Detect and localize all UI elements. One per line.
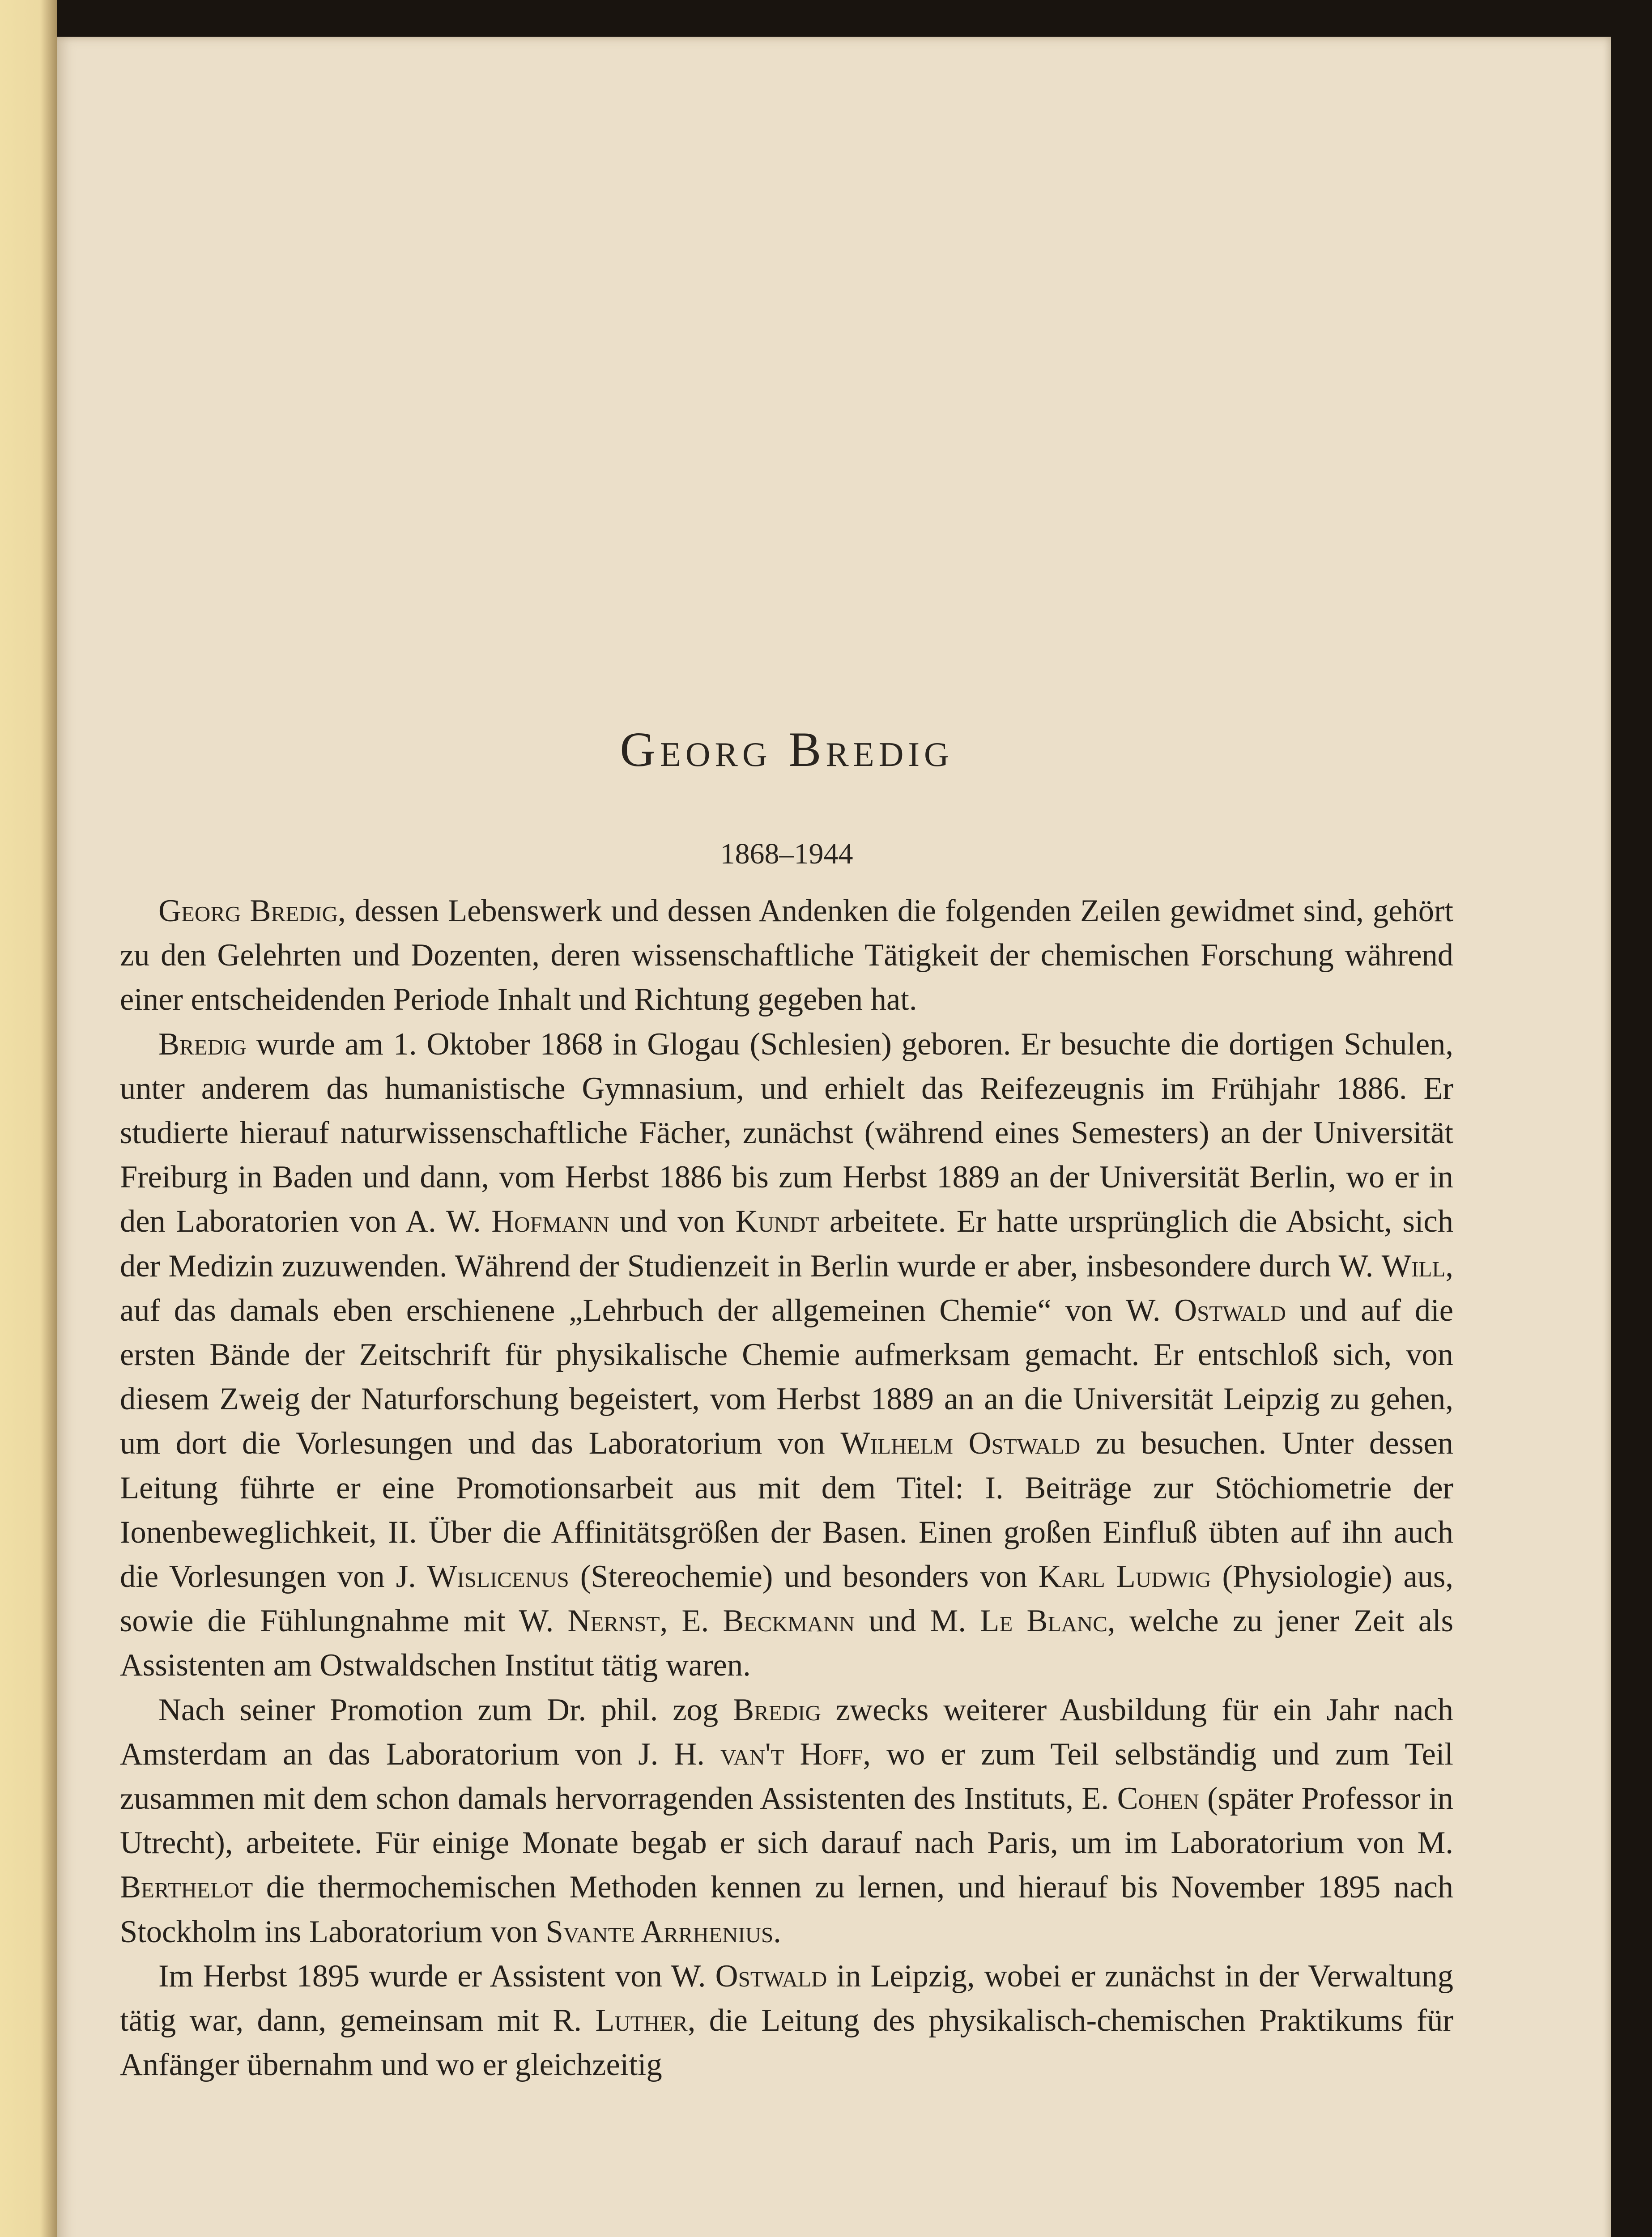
person-name: Svante Arrhenius [545, 1914, 774, 1949]
person-name: Will [1381, 1248, 1446, 1284]
person-name: Ostwald [715, 1958, 827, 1994]
text-run: Nach seiner Promotion zum Dr. phil. zog [158, 1692, 733, 1727]
paragraph [120, 889, 1453, 1022]
page-content [120, 37, 1453, 2237]
book-page [57, 37, 1611, 2237]
text-run: und M. [855, 1603, 980, 1639]
text-run: arbeitete. Er hatte ursprünglich die Absicht, sich der Medizin zuzuwenden. Während der Studienzeit in Berlin wurde er aber, insbesondere durch W. [120, 1204, 1453, 1284]
text-run: , die Leitung des physikalisch-chemischen Praktikums für Anfänger übernahm und wo er gleichzeitig [120, 2003, 1453, 2083]
paragraph [120, 1954, 1453, 2088]
text-run: die thermochemischen Methoden kennen zu lernen, und hierauf bis November 1895 nach Stockholm ins Laboratorium von [120, 1870, 1453, 1949]
text-run: und von [609, 1204, 736, 1239]
life-dates: 1868–1944 [720, 838, 853, 870]
person-name: Bredig [158, 1026, 247, 1062]
person-name: Ostwald [1174, 1293, 1286, 1328]
person-name: Karl Ludwig [1038, 1559, 1211, 1595]
paragraph [120, 1688, 1453, 1954]
person-name: Kundt [735, 1204, 819, 1239]
text-run: (später Professor in Utrecht), arbeitete. Für einige Monate begab er sich darauf nach Paris, um im Laboratorium von M. [120, 1781, 1453, 1861]
adjacent-page-edge [0, 0, 57, 2237]
person-name: Wislicenus [427, 1559, 569, 1595]
text-run: zwecks weiterer Ausbildung für ein Jahr nach Amsterdam an das Laboratorium von J. H. [120, 1692, 1453, 1772]
text-run: in Leipzig, wobei er zunächst in der Verwaltung tätig war, dann, gemeinsam mit R. [120, 1958, 1453, 2038]
text-run: zu besuchen. Unter dessen Leitung führte er eine Promotionsarbeit aus mit dem Titel: I. Beiträge zur Stöchiometrie der Ionenbeweglichkeit, II. Über die Affinitätsgrößen der Basen. Einen großen Einfluß übten auf ihn auch die Vorlesungen von J. [120, 1426, 1453, 1595]
person-name: Wilhelm Ostwald [840, 1426, 1081, 1461]
person-name: van't Hoff [720, 1736, 863, 1772]
text-run: und auf die ersten Bände der Zeitschrift für physikalische Chemie aufmerksam gemacht. Er entschloß sich, von diesem Zweig der Naturforschung begeistert, vom Herbst 1889 an an die Universität Leipzig zu gehen, um dort die Vorlesungen und das Laboratorium von [120, 1293, 1453, 1461]
text-run: , welche zu jener Zeit als Assistenten am Ostwaldschen Institut tätig waren. [120, 1603, 1454, 1683]
person-name: Hofmann [491, 1204, 609, 1239]
text-run: , E. [660, 1603, 723, 1639]
person-name: Berthelot [120, 1870, 253, 1905]
text-run: wurde am 1. Oktober 1868 in Glogau (Schlesien) geboren. Er besuchte die dortigen Schulen, unter anderem das humanistische Gymnasium, und erhielt das Reifezeugnis im Frühjahr 1886. Er studierte hierauf naturwissenschaftliche Fächer, zunächst (während eines Semesters) an der Universität Freiburg in Baden und dann, vom Herbst 1886 bis zum Herbst 1889 an der Universität Berlin, wo er in den Laboratorien von A. W. [120, 1026, 1453, 1239]
text-run: . [773, 1914, 781, 1949]
text-run: , auf das damals eben erschienene „Lehrbuch der allgemeinen Chemie“ von W. [120, 1248, 1453, 1328]
paragraph [120, 1022, 1453, 1688]
person-name: Georg Bredig [158, 893, 338, 928]
person-name: Cohen [1117, 1781, 1199, 1816]
text-run: Im Herbst 1895 wurde er Assistent von W. [158, 1958, 715, 1994]
text-run: , wo er zum Teil selbständig und zum Teil zusammen mit dem schon damals hervorragenden Assistenten des Instituts, E. [120, 1736, 1454, 1816]
text-run: (Physiologie) aus, sowie die Fühlungnahme mit W. [120, 1559, 1453, 1639]
body-text [120, 889, 1453, 2087]
text-run: (Stereochemie) und besonders von [569, 1559, 1039, 1595]
person-name: Bredig [733, 1692, 821, 1727]
person-name: Nernst [567, 1603, 660, 1639]
person-name: Luther [595, 2003, 688, 2038]
person-name: Beckmann [723, 1603, 855, 1639]
person-name: Le Blanc [980, 1603, 1107, 1639]
page-title: Georg Bredig [620, 722, 954, 777]
text-run: , dessen Lebenswerk und dessen Andenken die folgenden Zeilen gewidmet sind, gehört zu den Gelehrten und Dozenten, deren wissenschaftliche Tätigkeit der chemischen Forschung während einer entscheidenden Periode Inhalt und Richtung gegeben hat. [120, 893, 1454, 1017]
